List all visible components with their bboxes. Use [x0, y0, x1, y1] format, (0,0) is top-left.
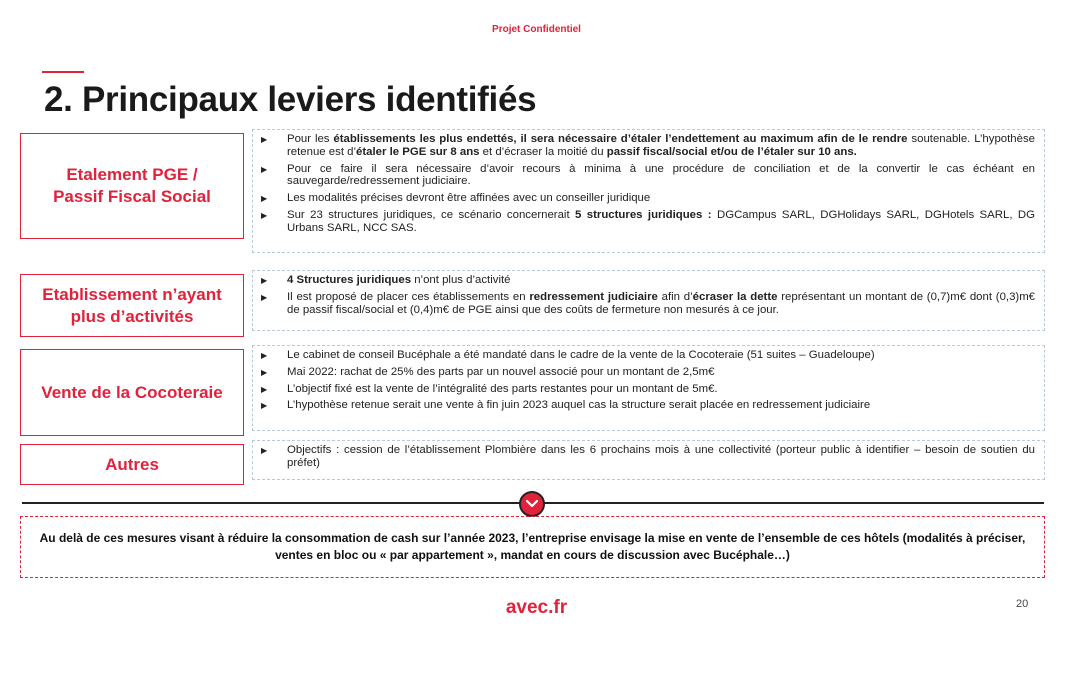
bullet-text: Il est proposé de placer ces établissements en	[287, 290, 530, 303]
bullet-text: Le cabinet de conseil Bucéphale a été mandaté dans le cadre de la vente de la Cocoteraie (51 suites – Guadeloupe)	[287, 349, 875, 361]
bullet-text: L’objectif fixé est la vente de l’intégralité des parts restantes pour un montant de 5m€.	[287, 382, 718, 395]
footer-logo: avec.fr	[505, 597, 568, 618]
section-content	[252, 129, 1045, 253]
bullet-item	[261, 133, 1035, 159]
bullet-text: représentant un montant de (0,7)m€ dont (0,3)m€ de passif fiscal/social et (0,4)m€ de PGE ainsi que des coûts de fermeture non mesurés à ce jour.	[287, 290, 1036, 316]
bullet-text: Sur 23 structures juridiques, ce scénario concernerait	[287, 208, 576, 221]
triangle-right-icon: ▶	[261, 384, 268, 394]
bullet-text-bold: étaler le PGE sur 8 ans	[356, 145, 480, 158]
bullet-item	[261, 444, 1035, 470]
bullet-item	[261, 163, 1035, 189]
section-label	[20, 444, 244, 485]
bullet-text: n’ont plus d’activité	[411, 274, 511, 286]
section-label	[20, 349, 244, 436]
triangle-right-icon: ▶	[261, 164, 268, 174]
section-content	[252, 270, 1045, 331]
section-content	[252, 440, 1045, 480]
chevron-down-icon	[519, 491, 545, 517]
section-label-line: Passif Fiscal Social	[53, 187, 211, 206]
section-label-line: Etalement PGE /	[66, 165, 198, 184]
bullet-text: DGCampus SARL, DGHolidays SARL, DGHotels SARL, DG Urbans SARL, NCC SAS.	[287, 208, 1035, 234]
page-number: 20	[1016, 598, 1029, 610]
bullet-list	[261, 444, 1035, 470]
triangle-right-icon: ▶	[261, 367, 268, 377]
bullet-list	[261, 349, 1035, 412]
bullet-item	[261, 274, 1035, 287]
bullet-text-bold: passif fiscal/social et/ou de l’étaler sur 10 ans.	[606, 145, 857, 158]
triangle-right-icon: ▶	[261, 292, 268, 302]
bullet-list	[261, 133, 1035, 235]
bullet-item	[261, 209, 1035, 235]
section-label-line: Etablissement n’ayant	[42, 284, 222, 304]
section-label	[20, 133, 244, 239]
triangle-right-icon: ▶	[261, 194, 268, 204]
confidential-header: Projet Confidentiel	[492, 24, 581, 35]
section-label-line: plus d’activités	[70, 306, 194, 326]
triangle-right-icon: ▶	[261, 135, 268, 144]
triangle-right-icon: ▶	[261, 210, 268, 220]
bullet-text-bold: redressement judiciaire	[529, 290, 658, 303]
bullet-item	[261, 383, 1035, 396]
conclusion-text: Au delà de ces mesures visant à réduire la consommation de cash sur l’année 2023, l’entreprise envisage la mise en vente de l’ensemble de ces hôtels (modalités à préciser, ventes en bloc ou « par appartement », mandat en cours de discussion avec Bucéphale…)	[39, 531, 1026, 562]
bullet-text: Pour les	[287, 133, 334, 145]
bullet-text-bold: établissements les plus endettés, il sera nécessaire d’étaler l’endettement au maximum afin de le rendre	[333, 133, 908, 145]
triangle-right-icon: ▶	[261, 351, 268, 360]
bullet-item	[261, 366, 1035, 379]
section-label-line: Vente de la Cocoteraie	[41, 382, 223, 402]
bullet-list	[261, 274, 1035, 316]
bullet-item	[261, 192, 1035, 205]
triangle-right-icon: ▶	[261, 401, 268, 411]
title-accent-line	[42, 71, 84, 73]
bullet-text: soutenable. L’hypothèse retenue est d’	[287, 133, 1035, 158]
bullet-text-bold: 5 structures juridiques :	[575, 208, 712, 221]
bullet-text: afin d’	[657, 290, 693, 303]
bullet-item	[261, 349, 1035, 362]
bullet-item	[261, 291, 1035, 317]
bullet-text: et d’écraser la moitié du	[479, 145, 607, 158]
triangle-right-icon: ▶	[261, 276, 268, 285]
bullet-text-bold: écraser la dette	[692, 290, 778, 303]
bullet-text: Les modalités précises devront être affinées avec un conseiller juridique	[287, 192, 651, 205]
section-label	[20, 274, 244, 337]
triangle-right-icon: ▶	[261, 446, 268, 455]
bullet-text-bold: 4 Structures juridiques	[287, 274, 412, 286]
page-title: 2. Principaux leviers identifiés	[44, 80, 537, 119]
bullet-text: Mai 2022: rachat de 25% des parts par un nouvel associé pour un montant de 2,5m€	[287, 365, 715, 378]
conclusion-box	[20, 516, 1045, 578]
section-content	[252, 345, 1045, 431]
bullet-text: Objectifs : cession de l’établissement Plombière dans les 6 prochains mois à une collectivité (porteur public à identifier – besoin de soutien du préfet)	[287, 444, 1035, 469]
section-label-line: Autres	[105, 454, 159, 474]
bullet-text: Pour ce faire il sera nécessaire d’avoir recours à minima à une procédure de conciliation et de la convertir le cas échéant en sauvegarde/redressement judiciaire.	[287, 162, 1035, 188]
bullet-item	[261, 399, 1035, 412]
bullet-text: L’hypothèse retenue serait une vente à fin juin 2023 auquel cas la structure serait placée en redressement judiciaire	[287, 399, 871, 412]
